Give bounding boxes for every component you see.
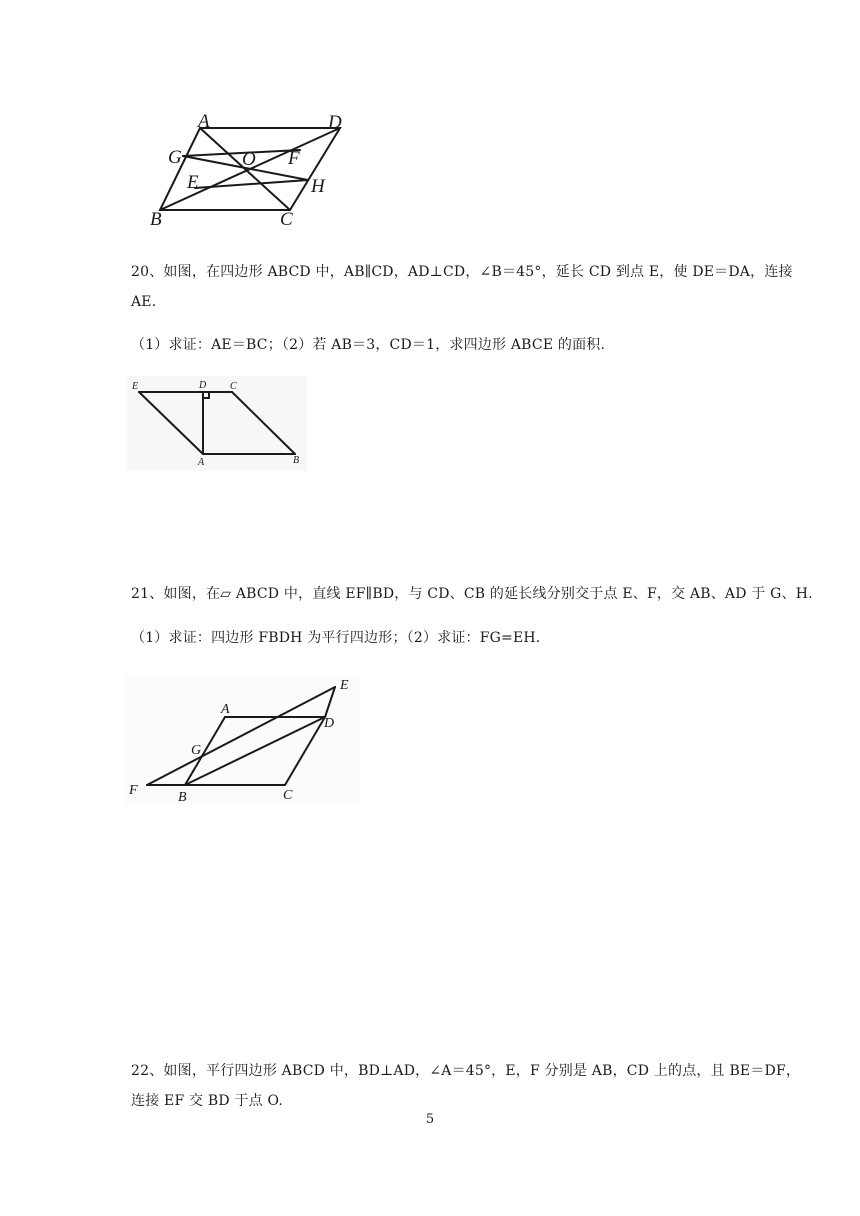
label-h: H [311,176,325,197]
problem-22-line-2: 连接 EF 交 BD 于点 O. [131,1093,284,1109]
figure-parallelogram-efbd [125,675,360,805]
label-a: A [198,457,205,468]
figure-19-svg [140,108,370,233]
page-number: 5 [425,1112,435,1127]
problem-21-line-2: （1）求证：四边形 FBDH 为平行四边形；（2）求证：FG=EH. [131,630,541,646]
segment-eh [195,180,308,188]
label-b: B [150,209,162,230]
label-o: O [242,149,256,170]
figure-21-svg [125,675,360,805]
problem-20-line-2: AE. [131,294,157,310]
problem-21-line-1: 21、如图，在▱ ABCD 中，直线 EF∥BD，与 CD、CB 的延长线分别交于点 E、F，交 AB、AD 于 G、H. [131,586,813,602]
problem-20-line-3: （1）求证：AE＝BC；（2）若 AB＝3，CD＝1，求四边形 ABCE 的面积. [131,337,606,353]
label-a: A [198,111,210,132]
label-e: E [340,678,349,693]
label-g: G [191,743,202,758]
label-g: G [168,147,182,168]
label-c: C [283,788,293,803]
figure-parallelogram-abcd [140,108,370,233]
problem-20-line-1: 20、如图，在四边形 ABCD 中，AB∥CD，AD⊥CD，∠B＝45°，延长 CD 到点 E，使 DE＝DA，连接 [131,264,793,280]
label-d: D [328,112,342,133]
label-c: C [280,209,293,230]
label-e: E [132,381,139,392]
label-d: D [324,716,335,731]
label-b: B [293,455,300,466]
label-f: F [288,148,300,169]
figure-20-svg [127,376,307,471]
label-e: E [187,172,199,193]
label-c: C [230,381,237,392]
figure-quadrilateral-abce [127,376,307,471]
label-b: B [178,790,187,805]
label-f: F [129,783,138,798]
problem-22-line-1: 22、如图，平行四边形 ABCD 中，BD⊥AD，∠A＝45°，E，F 分别是 AB，CD 上的点，且 BE＝DF， [131,1063,801,1079]
label-a: A [221,702,230,717]
label-d: D [199,380,207,391]
